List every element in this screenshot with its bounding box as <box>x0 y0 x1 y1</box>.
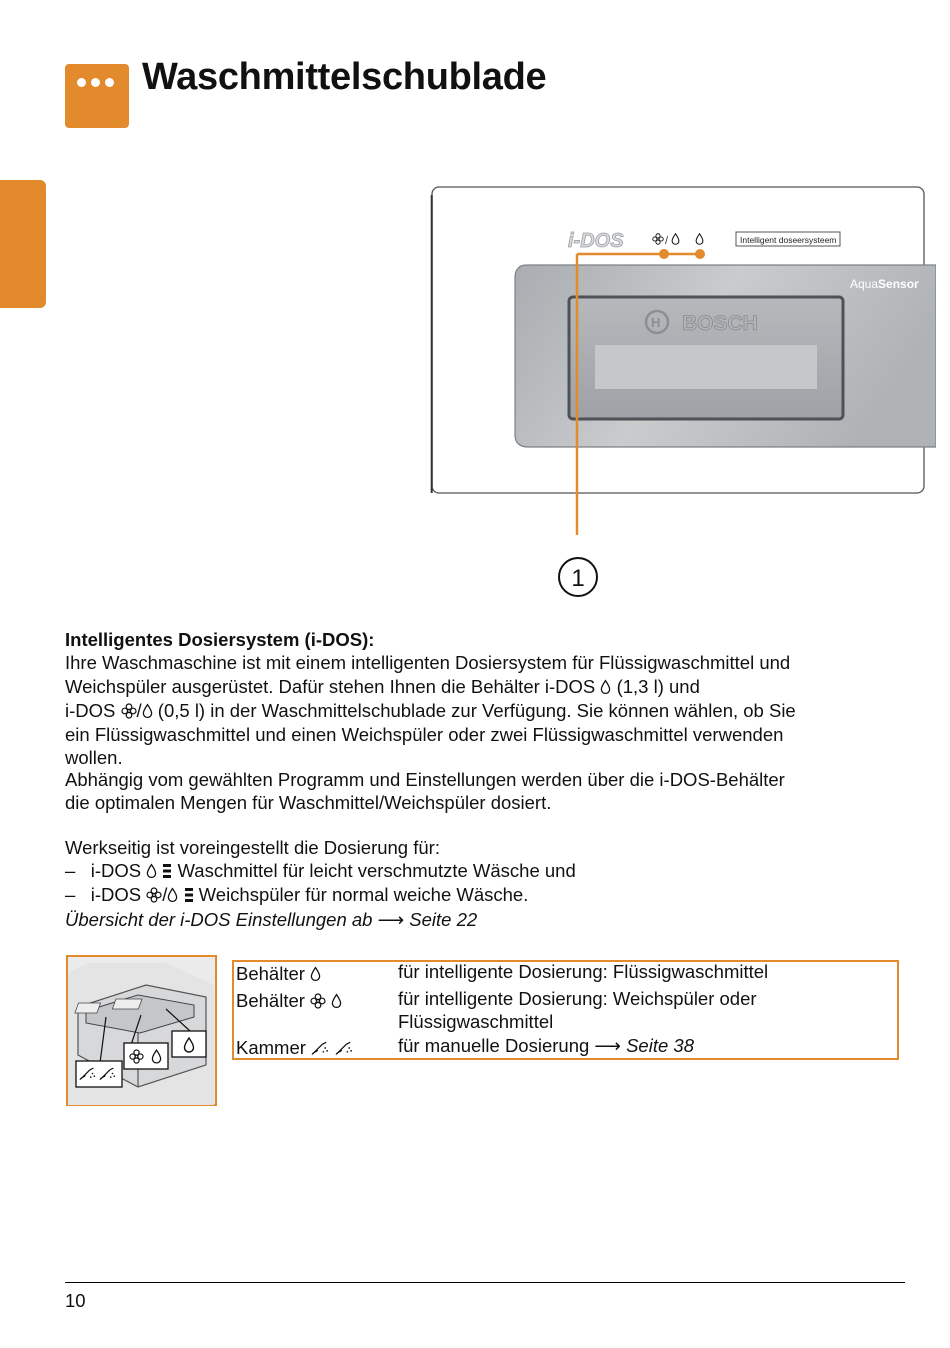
intro-line: ein Flüssigwaschmittel und einen Weichspüler oder zwei Flüssigwaschmittel verwenden <box>65 724 784 745</box>
default-item: – i-DOS Waschmittel für leicht verschmutzte Wäsche und <box>65 860 576 881</box>
side-tab-marker <box>0 180 46 308</box>
chapter-icon-dot <box>77 78 86 87</box>
drop-icon <box>310 966 321 982</box>
drop-icon <box>146 863 157 879</box>
callout-number: 1 <box>571 565 585 592</box>
level-bars-icon <box>184 887 194 903</box>
intro-line: Ihre Waschmaschine ist mit einem intelligenten Dosiersystem für Flüssigwaschmittel und <box>65 652 791 673</box>
level-bars-icon <box>162 863 172 879</box>
intro-line: Abhängig vom gewählten Programm und Einstellungen werden über die i-DOS-Behälter <box>65 769 785 790</box>
svg-text:H: H <box>651 315 661 330</box>
idos-logo: i-DOS <box>568 230 624 252</box>
table-row-desc: Flüssigwaschmittel <box>398 1011 554 1032</box>
intro-heading: Intelligentes Dosiersystem (i-DOS): <box>65 629 375 650</box>
page-title: Waschmittelschublade <box>142 56 547 98</box>
svg-text:/: / <box>665 235 669 247</box>
flower-icon <box>310 993 326 1009</box>
footer-divider <box>65 1282 905 1283</box>
powder-icon <box>335 1040 354 1056</box>
overview-reference[interactable]: Übersicht der i-DOS Einstellungen ab ⟶ Seite 22 <box>65 909 478 930</box>
table-row-label: Behälter <box>236 962 321 986</box>
defaults-heading: Werkseitig ist voreingestellt die Dosierung für: <box>65 837 440 858</box>
chapter-icon <box>65 64 129 128</box>
intro-line: wollen. <box>65 747 123 768</box>
drawer-illustration <box>66 955 217 1106</box>
flower-icon <box>121 703 137 719</box>
table-row-label: Behälter <box>236 989 342 1013</box>
chapter-icon-dot <box>105 78 114 87</box>
intro-line: Weichspüler ausgerüstet. Dafür stehen Ihnen die Behälter i-DOS (1,3 l) und <box>65 676 700 697</box>
default-item: – i-DOS / Weichspüler für normal weiche Wäsche. <box>65 884 529 905</box>
table-row-label: Kammer <box>236 1036 354 1060</box>
powder-icon <box>311 1040 330 1056</box>
table-row-desc: für intelligente Dosierung: Weichspüler oder <box>398 988 757 1009</box>
aquasensor-label: AquaSensor <box>850 277 919 291</box>
table-row-desc: für intelligente Dosierung: Flüssigwaschmittel <box>398 961 769 982</box>
control-panel-illustration <box>430 185 936 605</box>
chapter-icon-dot <box>91 78 100 87</box>
intro-line: die optimalen Mengen für Waschmittel/Weichspüler dosiert. <box>65 792 552 813</box>
table-row-desc[interactable]: für manuelle Dosierung ⟶ Seite 38 <box>398 1035 694 1056</box>
intro-line: i-DOS / (0,5 l) in der Waschmittelschublade zur Verfügung. Sie können wählen, ob Sie <box>65 700 796 721</box>
drop-icon <box>167 887 178 903</box>
brand-logo: BOSCH <box>682 312 758 335</box>
idos-tag: Intelligent doseersysteem <box>740 235 837 245</box>
drop-icon <box>331 993 342 1009</box>
page-link[interactable]: Seite 38 <box>626 1035 694 1056</box>
container-legend-table <box>232 960 899 1060</box>
drop-icon <box>600 679 611 695</box>
page-number: 10 <box>65 1290 86 1311</box>
flower-icon <box>146 887 162 903</box>
overview-page-link[interactable]: Seite 22 <box>409 909 478 930</box>
drop-icon <box>142 703 153 719</box>
